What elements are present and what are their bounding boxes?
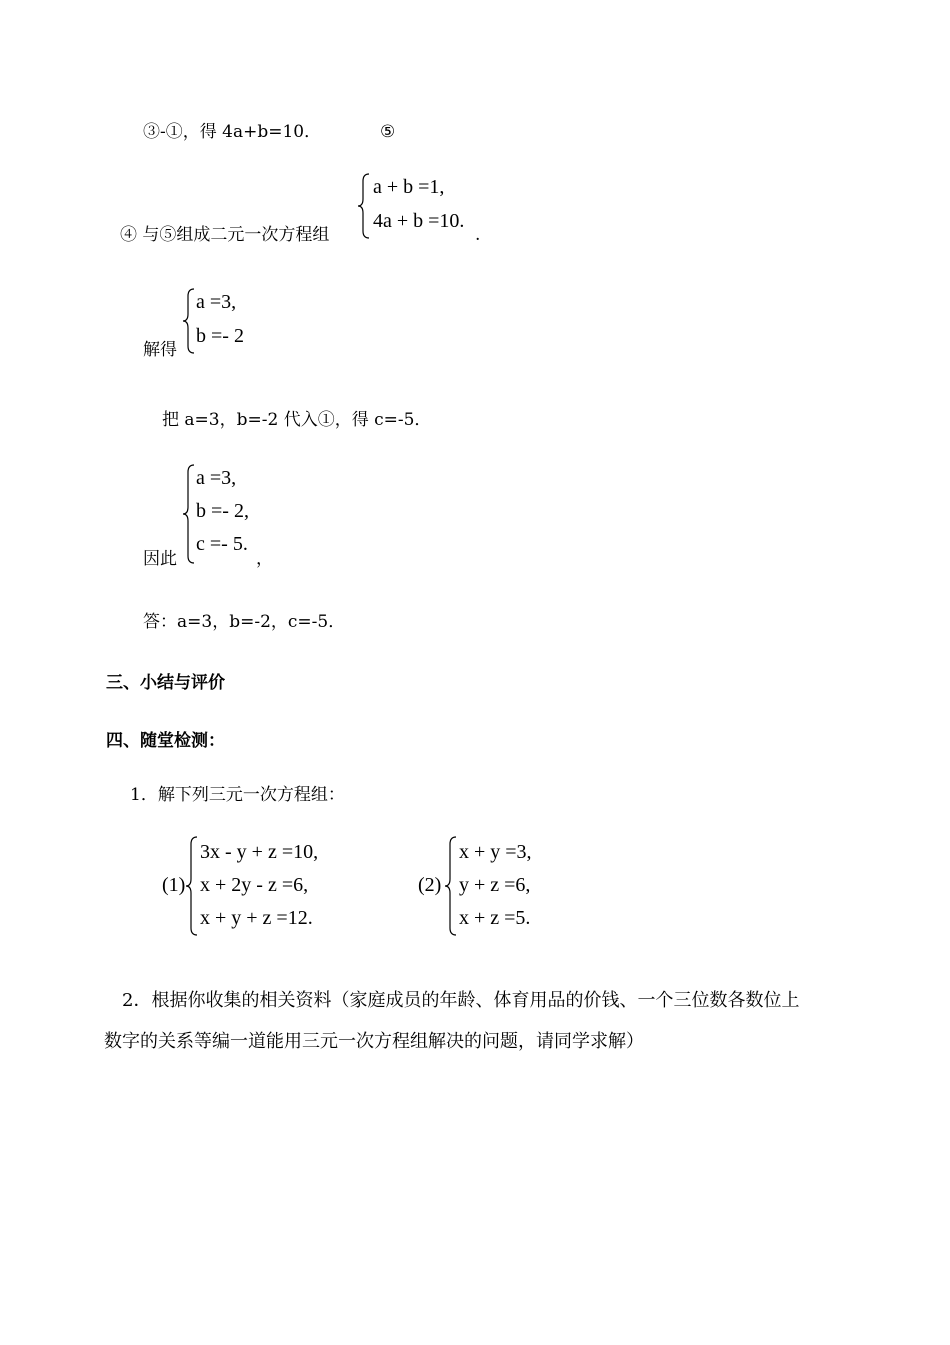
q2-line1: 2．根据你收集的相关资料（家庭成员的年龄、体育用品的价钱、一个三位数各数位上 bbox=[122, 990, 800, 1011]
step5-equation: c =- 5. bbox=[196, 533, 248, 555]
step2-text: ④ 与⑤组成二元一次方程组 bbox=[120, 225, 330, 245]
q2-line2: 数字的关系等编一道能用三元一次方程组解决的问题，请同学求解） bbox=[104, 1031, 644, 1052]
section3-heading: 三、小结与评价 bbox=[106, 673, 225, 693]
step2-equation: a + b =1, bbox=[373, 176, 445, 198]
q1-sys2-equation: x + z =5. bbox=[459, 907, 531, 929]
step5-brace bbox=[182, 464, 196, 564]
step3-text: 解得 bbox=[143, 340, 177, 360]
step2-equation: 4a + b =10. bbox=[373, 210, 465, 232]
step3-equation: a =3, bbox=[196, 291, 237, 313]
step3-brace bbox=[182, 288, 196, 354]
q1-sys1-equation: x + 2y - z =6, bbox=[200, 874, 309, 896]
section4-heading: 四、随堂检测： bbox=[106, 731, 225, 751]
step2-tail: . bbox=[475, 225, 481, 245]
step2-brace bbox=[357, 173, 371, 239]
q1-sys1-label: (1) bbox=[162, 874, 186, 896]
step5-equation: b =- 2, bbox=[196, 500, 249, 522]
q1-sys1-equation: 3x - y + z =10, bbox=[200, 841, 319, 863]
q1-text: 1．解下列三元一次方程组： bbox=[130, 785, 345, 805]
q1-sys1-brace bbox=[185, 836, 199, 936]
q1-sys1-equation: x + y + z =12. bbox=[200, 907, 313, 929]
step4-text: 把 a=3，b=-2 代入①，得 c=-5． bbox=[162, 410, 432, 430]
step3-equation: b =- 2 bbox=[196, 325, 244, 347]
q1-sys2-brace bbox=[444, 836, 458, 936]
step5-equation: a =3, bbox=[196, 467, 237, 489]
q1-sys2-equation: y + z =6, bbox=[459, 874, 531, 896]
q1-sys2-equation: x + y =3, bbox=[459, 841, 532, 863]
step5-text: 因此 bbox=[143, 549, 177, 569]
answer-text: 答：a=3，b=-2，c=-5． bbox=[143, 612, 346, 632]
q1-sys2-label: (2) bbox=[418, 874, 442, 896]
step1-label: ⑤ bbox=[380, 122, 396, 142]
step5-tail: ， bbox=[256, 549, 273, 569]
step1-expression: ③-①，得 4a+b=10． bbox=[143, 122, 322, 142]
